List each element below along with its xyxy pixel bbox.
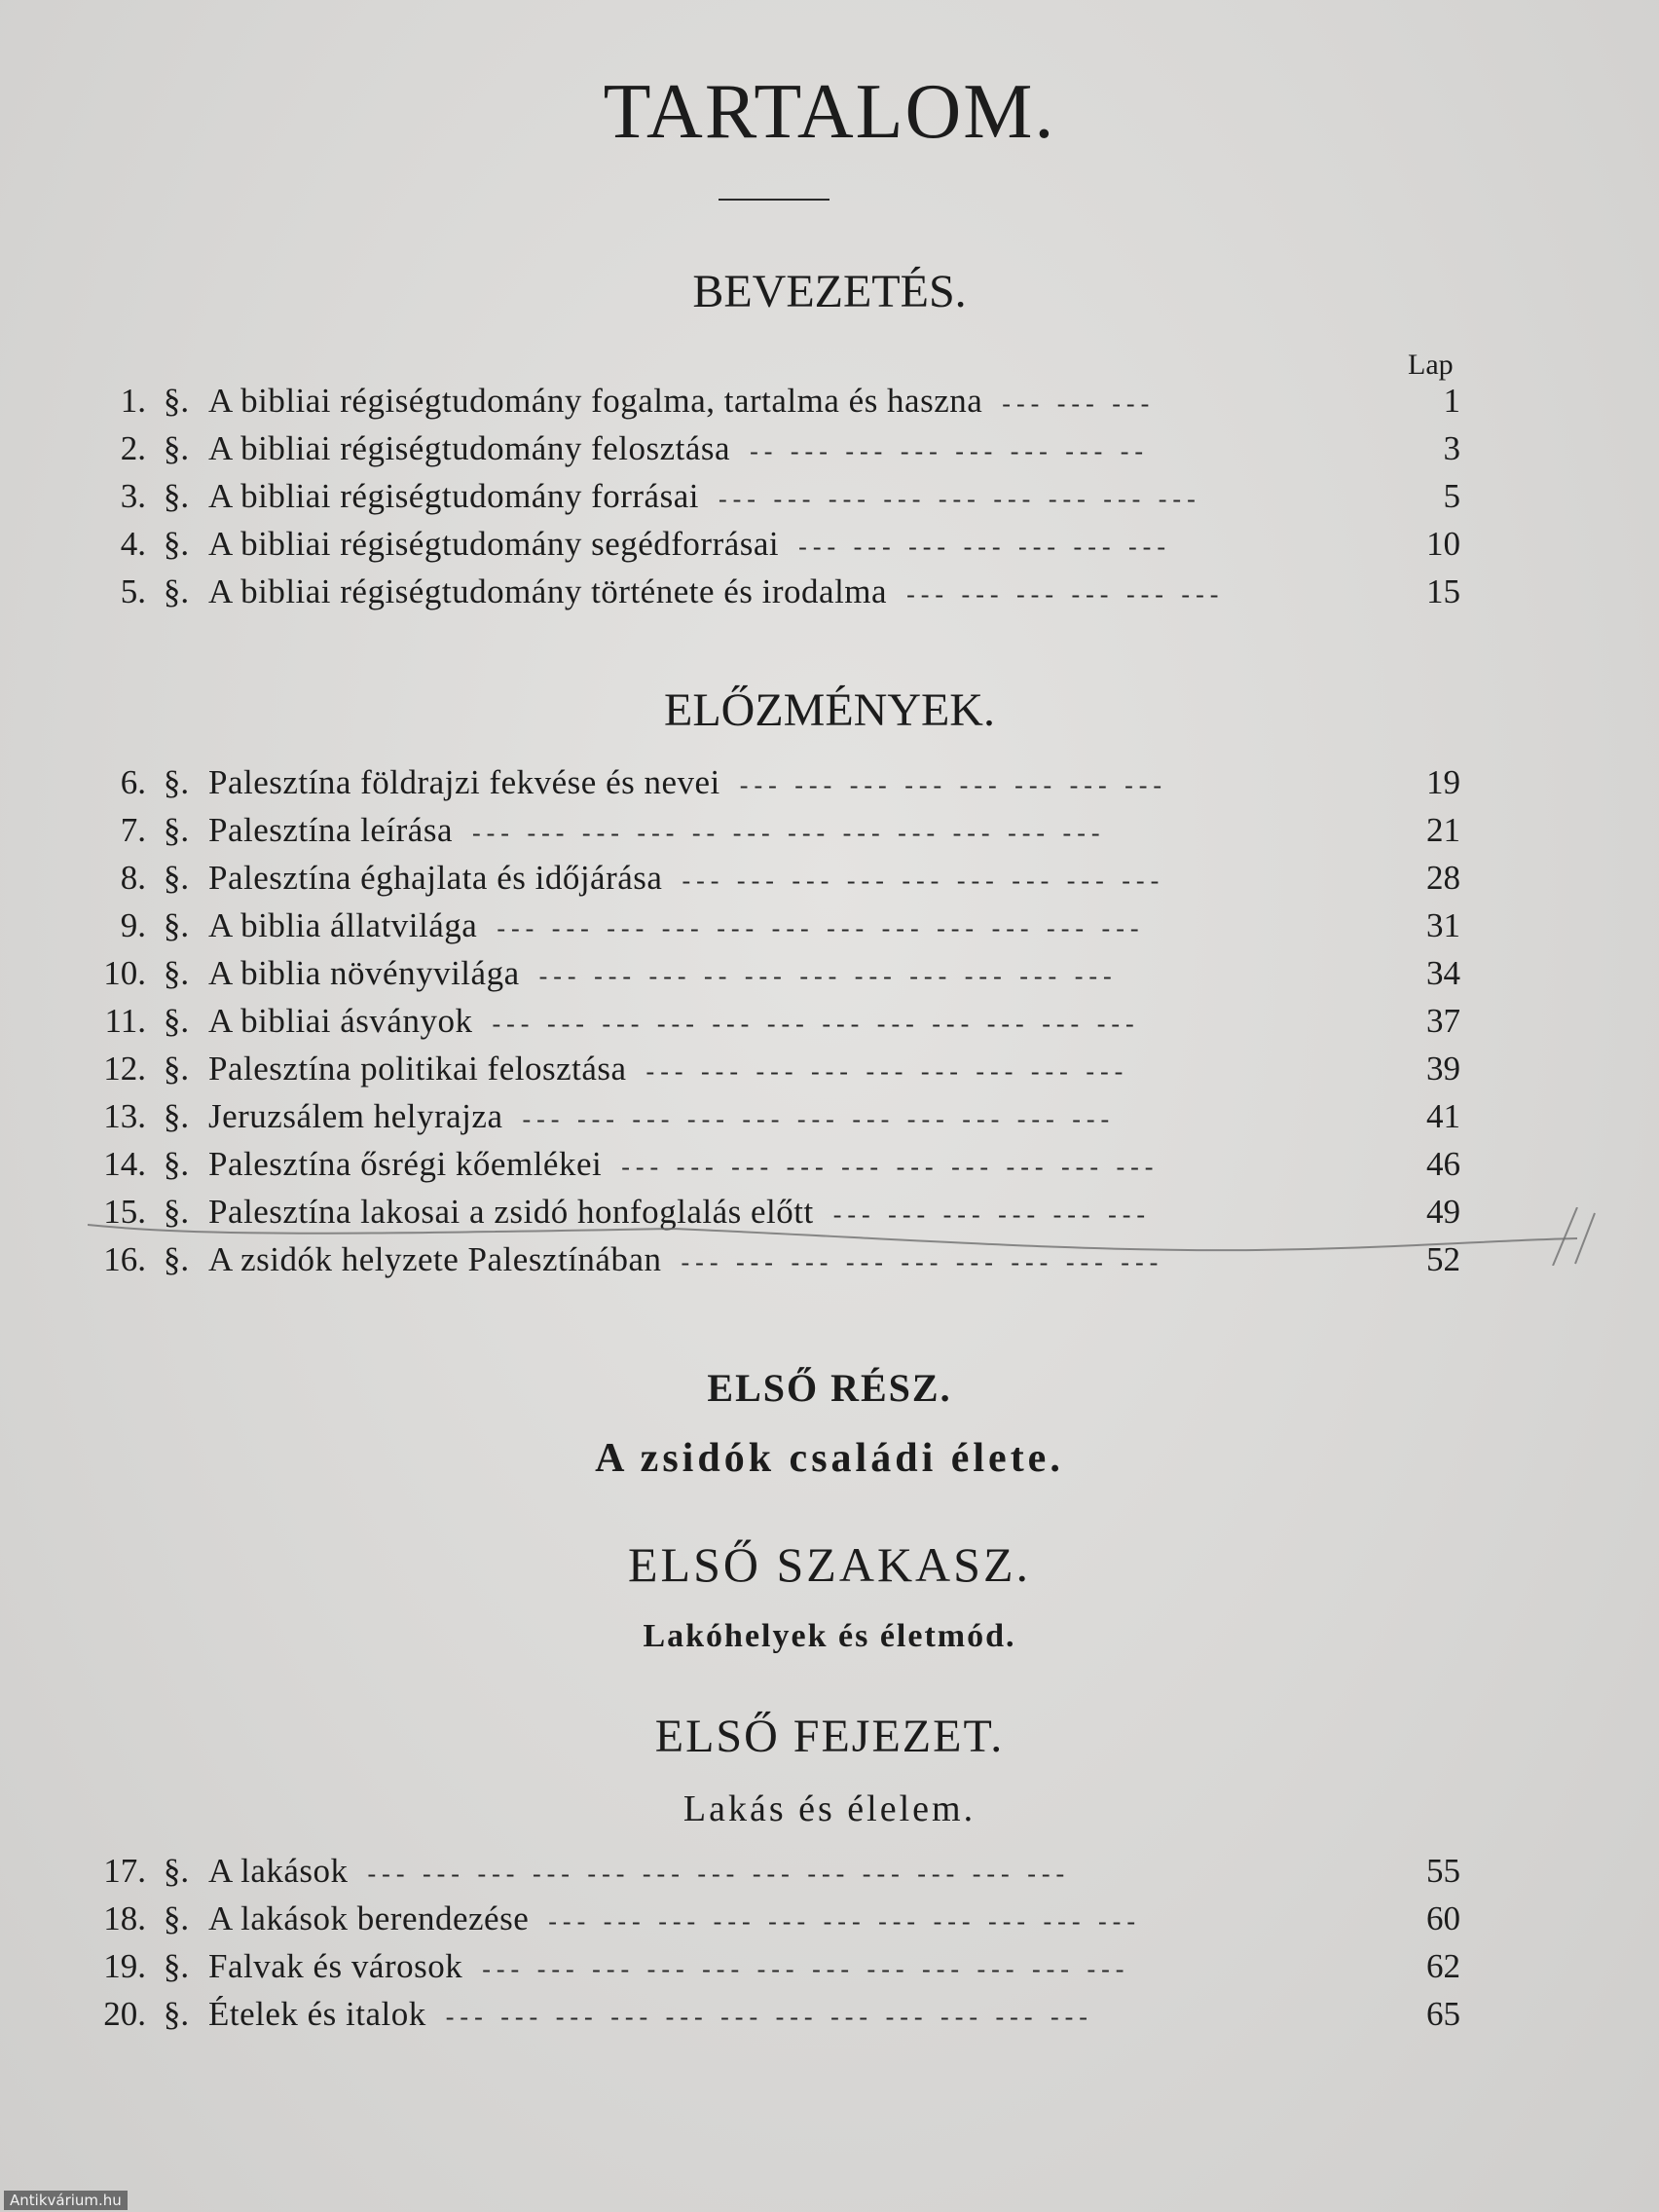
toc-title: A zsidók helyzete Palesztínában bbox=[208, 1240, 662, 1278]
toc-title: A bibliai régiségtudomány forrásai bbox=[208, 477, 699, 515]
toc-row bbox=[88, 1995, 1460, 2042]
toc-number: 11. bbox=[104, 1002, 146, 1040]
toc-number: 17. bbox=[103, 1852, 146, 1890]
toc-title: A bibliai régiségtudomány fogalma, tartalma és haszna bbox=[208, 382, 983, 420]
toc-row bbox=[88, 1050, 1460, 1096]
toc-row bbox=[88, 477, 1460, 524]
toc-section-sign: §. bbox=[163, 1193, 190, 1231]
toc-number: 16. bbox=[103, 1240, 146, 1278]
toc-page-number: 21 bbox=[1426, 811, 1460, 849]
title-rule bbox=[719, 199, 830, 201]
toc-leader: --- --- --- --- --- --- --- --- --- --- --- bbox=[522, 1105, 1116, 1133]
toc-section-sign: §. bbox=[163, 1145, 190, 1183]
toc-row bbox=[88, 525, 1460, 571]
toc-title: Palesztína leírása bbox=[208, 811, 453, 849]
toc-section-sign: §. bbox=[163, 477, 190, 515]
toc-number: 13. bbox=[103, 1097, 146, 1135]
toc-page-number: 37 bbox=[1426, 1002, 1460, 1040]
toc-page-number: 34 bbox=[1426, 954, 1460, 992]
toc-row bbox=[88, 429, 1460, 476]
toc-leader: --- --- --- --- --- --- --- --- --- --- bbox=[621, 1153, 1160, 1181]
division-subtitle: Lakóhelyek és életmód. bbox=[643, 1618, 1016, 1654]
toc-row bbox=[88, 572, 1460, 619]
toc-title: A biblia állatvilága bbox=[208, 906, 478, 944]
toc-page-number: 65 bbox=[1426, 1995, 1460, 2033]
toc-number: 6. bbox=[120, 763, 146, 801]
toc-title: A lakások bbox=[208, 1852, 349, 1890]
toc-title: Palesztína lakosai a zsidó honfoglalás előtt bbox=[208, 1193, 814, 1231]
toc-title: A bibliai ásványok bbox=[208, 1002, 473, 1040]
toc-section-sign: §. bbox=[163, 906, 190, 944]
toc-leader: --- --- --- --- --- --- --- --- --- --- --- bbox=[548, 1907, 1141, 1936]
toc-leader: --- --- --- --- --- --- --- --- --- bbox=[645, 1057, 1129, 1086]
toc-leader: --- --- --- --- --- --- --- --- --- bbox=[681, 1248, 1164, 1276]
toc-page-number: 31 bbox=[1426, 906, 1460, 944]
toc-row bbox=[88, 811, 1460, 858]
toc-page-number: 19 bbox=[1426, 763, 1460, 801]
toc-number: 9. bbox=[120, 906, 146, 944]
toc-title: Palesztína ősrégi kőemlékei bbox=[208, 1145, 603, 1183]
toc-page-number: 5 bbox=[1443, 477, 1460, 515]
toc-page-number: 52 bbox=[1426, 1240, 1460, 1278]
toc-leader: --- --- --- --- --- --- --- bbox=[798, 533, 1171, 561]
toc-leader: --- --- --- --- --- --- --- --- --- --- --- --- bbox=[482, 1955, 1130, 1983]
chapter-heading: ELSŐ FEJEZET. bbox=[654, 1711, 1005, 1762]
toc-leader: --- --- --- --- --- --- bbox=[906, 580, 1225, 608]
toc-section-sign: §. bbox=[163, 1240, 190, 1278]
toc-leader: --- --- --- --- -- --- --- --- --- --- --- --- bbox=[471, 819, 1106, 847]
toc-title: Palesztína politikai felosztása bbox=[208, 1050, 627, 1088]
toc-leader: --- --- --- --- --- --- --- --- --- bbox=[718, 485, 1201, 513]
toc-row bbox=[88, 906, 1460, 953]
toc-section-sign: §. bbox=[163, 1899, 190, 1937]
toc-leader: --- --- --- --- --- --- --- --- --- --- --- --- bbox=[497, 914, 1145, 942]
toc-number: 19. bbox=[103, 1947, 146, 1985]
toc-section-sign: §. bbox=[163, 1852, 190, 1890]
toc-row bbox=[88, 1899, 1460, 1946]
toc-page-number: 3 bbox=[1443, 429, 1460, 467]
division-heading: ELSŐ SZAKASZ. bbox=[627, 1537, 1032, 1592]
toc-title: A bibliai régiségtudomány segédforrásai bbox=[208, 525, 780, 563]
toc-number: 7. bbox=[120, 811, 146, 849]
toc-title: A bibliai régiségtudomány felosztása bbox=[208, 429, 731, 467]
toc-number: 4. bbox=[120, 525, 146, 563]
toc-leader: --- --- --- bbox=[1002, 389, 1156, 418]
toc-page-number: 60 bbox=[1426, 1899, 1460, 1937]
toc-row bbox=[88, 382, 1460, 428]
toc-row bbox=[88, 763, 1460, 810]
toc-number: 1. bbox=[120, 382, 146, 420]
toc-number: 15. bbox=[103, 1193, 146, 1231]
toc-leader: --- --- --- --- --- --- --- --- --- --- --- --- bbox=[492, 1010, 1140, 1038]
toc-leader: --- --- --- --- --- --- --- --- --- --- --- --- --- bbox=[367, 1860, 1071, 1888]
toc-title: A biblia növényvilága bbox=[208, 954, 520, 992]
part-subtitle: A zsidók családi élete. bbox=[595, 1436, 1064, 1481]
toc-section-sign: §. bbox=[163, 382, 190, 420]
toc-row bbox=[88, 1002, 1460, 1049]
toc-leader: --- --- --- --- --- --- --- --- bbox=[739, 771, 1168, 799]
toc-section-sign: §. bbox=[163, 429, 190, 467]
toc-section-sign: §. bbox=[163, 859, 190, 897]
toc-title: A bibliai régiségtudomány története és irodalma bbox=[208, 572, 888, 610]
toc-number: 8. bbox=[120, 859, 146, 897]
toc-number: 3. bbox=[120, 477, 146, 515]
toc-page-number: 15 bbox=[1426, 572, 1460, 610]
chapter-subtitle: Lakás és élelem. bbox=[682, 1788, 977, 1829]
toc-leader: --- --- --- --- --- --- bbox=[832, 1200, 1152, 1229]
toc-title: A lakások berendezése bbox=[208, 1899, 530, 1937]
toc-title: Palesztína éghajlata és időjárása bbox=[208, 859, 663, 897]
toc-section-sign: §. bbox=[163, 572, 190, 610]
toc-section-sign: §. bbox=[163, 1097, 190, 1135]
section-heading-elozmenyek: ELŐZMÉNYEK. bbox=[664, 684, 995, 736]
toc-title: Falvak és városok bbox=[208, 1947, 463, 1985]
toc-page-number: 39 bbox=[1426, 1050, 1460, 1088]
toc-section-sign: §. bbox=[163, 525, 190, 563]
toc-row bbox=[88, 1145, 1460, 1192]
toc-section-sign: §. bbox=[163, 763, 190, 801]
toc-row bbox=[88, 1947, 1460, 1994]
pencil-underline-mark bbox=[88, 1207, 1606, 1266]
toc-number: 12. bbox=[103, 1050, 146, 1088]
toc-section-sign: §. bbox=[163, 954, 190, 992]
page-title: TARTALOM. bbox=[603, 69, 1056, 155]
toc-page-number: 41 bbox=[1426, 1097, 1460, 1135]
toc-row bbox=[88, 1097, 1460, 1144]
toc-section-sign: §. bbox=[163, 1947, 190, 1985]
toc-section-sign: §. bbox=[163, 1050, 190, 1088]
toc-title: Jeruzsálem helyrajza bbox=[208, 1097, 503, 1135]
toc-leader: --- --- --- --- --- --- --- --- --- bbox=[682, 866, 1165, 895]
toc-row bbox=[88, 1852, 1460, 1899]
toc-leader: --- --- --- --- --- --- --- --- --- --- --- --- bbox=[445, 2003, 1093, 2031]
toc-page-number: 46 bbox=[1426, 1145, 1460, 1183]
toc-section-sign: §. bbox=[163, 811, 190, 849]
toc-page-number: 10 bbox=[1426, 525, 1460, 563]
toc-number: 2. bbox=[120, 429, 146, 467]
toc-page-number: 62 bbox=[1426, 1947, 1460, 1985]
page-column-label: Lap bbox=[1408, 349, 1454, 381]
toc-page-number: 55 bbox=[1426, 1852, 1460, 1890]
toc-number: 10. bbox=[103, 954, 146, 992]
toc-section-sign: §. bbox=[163, 1995, 190, 2033]
toc-number: 5. bbox=[120, 572, 146, 610]
toc-page-number: 1 bbox=[1443, 382, 1460, 420]
toc-leader: --- --- --- -- --- --- --- --- --- --- --- bbox=[538, 962, 1118, 990]
toc-title: Palesztína földrajzi fekvése és nevei bbox=[208, 763, 720, 801]
toc-row bbox=[88, 954, 1460, 1001]
section-heading-bevezetes: BEVEZETÉS. bbox=[692, 266, 967, 317]
toc-number: 14. bbox=[103, 1145, 146, 1183]
toc-row bbox=[88, 859, 1460, 905]
toc-page-number: 28 bbox=[1426, 859, 1460, 897]
toc-number: 20. bbox=[103, 1995, 146, 2033]
toc-page-number: 49 bbox=[1426, 1193, 1460, 1231]
watermark: Antikvárium.hu bbox=[4, 2191, 128, 2210]
toc-number: 18. bbox=[103, 1899, 146, 1937]
toc-leader: -- --- --- --- --- --- --- -- bbox=[750, 437, 1150, 465]
toc-section-sign: §. bbox=[163, 1002, 190, 1040]
toc-title: Ételek és italok bbox=[208, 1995, 426, 2033]
part-heading: ELSŐ RÉSZ. bbox=[707, 1366, 952, 1410]
